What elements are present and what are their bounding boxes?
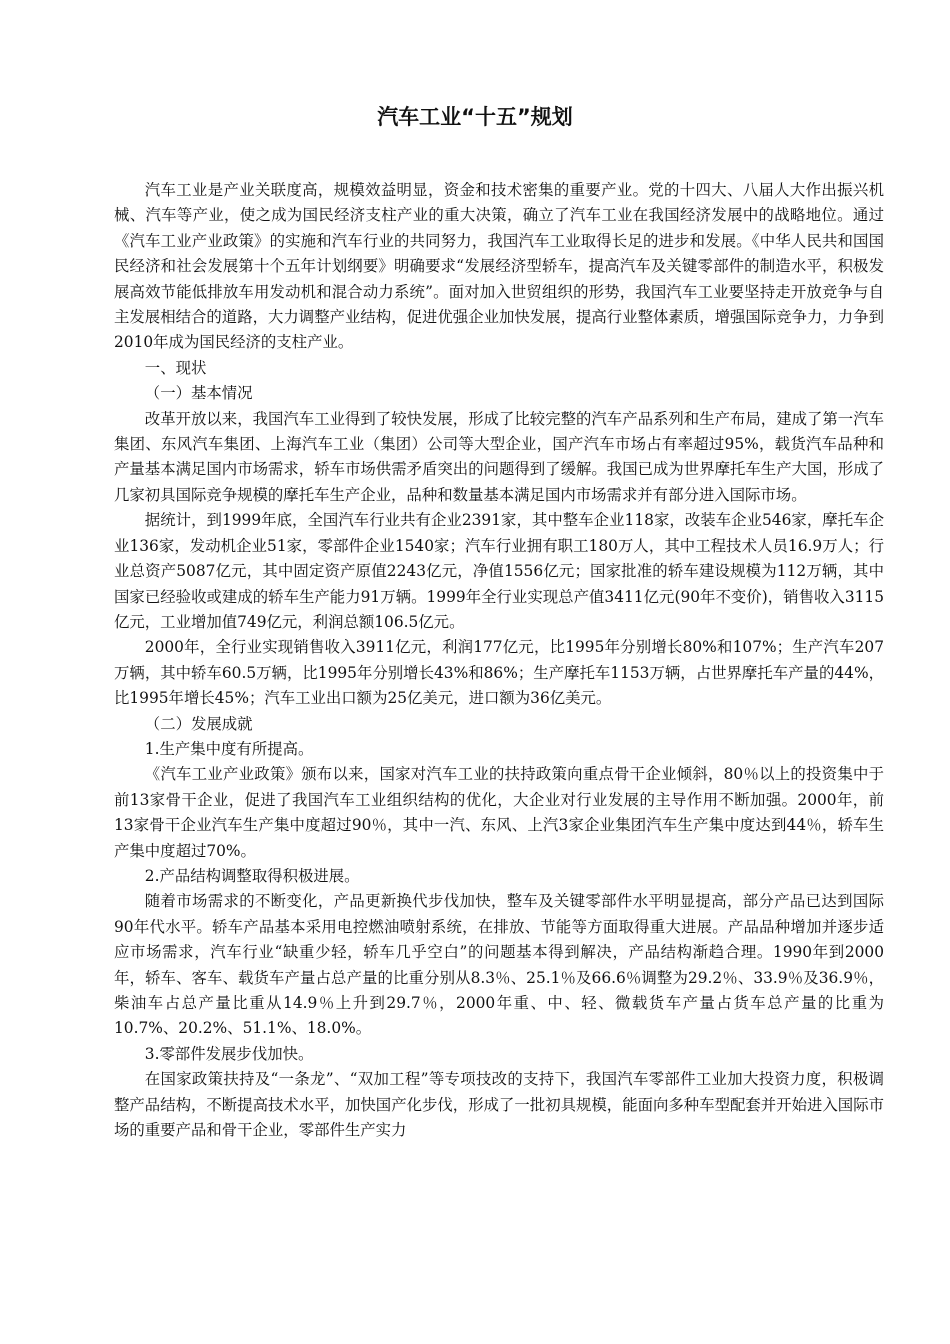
document-title: 汽车工业“十五”规划 [377,105,573,129]
subsection-heading-achievements: （二）发展成就 [144,714,253,733]
section-heading-status: 一、现状 [144,358,207,377]
paragraph-statistics-2000: 2000年，全行业实现销售收入3911亿元，利润177亿元，比1995年分别增长80%和107%；生产汽车207万辆，其中轿车60.5万辆，比1995年分别增长43%和86%；生产摩托车1153万辆，占世界摩托车产量的44%，比1995年增长45%；汽车工业出口额为25亿美元，进口额为36亿美元。 [114,638,884,708]
paragraph-statistics-1999: 据统计，到1999年底，全国汽车行业共有企业2391家，其中整车企业118家，改装车企业546家，摩托车企业136家，发动机企业51家，零部件企业1540家；汽车行业拥有职工180万人，其中工程技术人员16.9万人；行业总资产5087亿元，其中固定资产原值2243亿元，净值1556亿元；国家批准的轿车建设规模为112万辆，其中国家已经验收或建成的轿车生产能力91万辆。1999年全行业实现总产值3411亿元(90年不变价)，销售收入3115亿元，工业增加值749亿元，利润总额106.5亿元。 [114,511,884,631]
item-heading-concentration: 1.生产集中度有所提高。 [144,739,314,758]
paragraph-intro: 汽车工业是产业关联度高，规模效益明显，资金和技术密集的重要产业。党的十四大、八届人大作出振兴机械、汽车等产业，使之成为国民经济支柱产业的重大决策，确立了汽车工业在我国经济发展中的战略地位。通过《汽车工业产业政策》的实施和汽车行业的共同努力，我国汽车工业取得长足的进步和发展。《中华人民共和国国民经济和社会发展第十个五年计划纲要》明确要求“发展经济型轿车，提高汽车及关键零部件的制造水平，积极发展高效节能低排放车用发动机和混合动力系统”。面对加入世贸组织的形势，我国汽车工业要坚持走开放竞争与自主发展相结合的道路，大力调整产业结构，促进优强企业加快发展，提高行业整体素质，增强国际竞争力，力争到2010年成为国民经济的支柱产业。 [114,181,884,352]
paragraph-concentration: 《汽车工业产业政策》颁布以来，国家对汽车工业的扶持政策向重点骨干企业倾斜，80％以上的投资集中于前13家骨干企业，促进了我国汽车工业组织结构的优化，大企业对行业发展的主导作用不断加强。2000年，前13家骨干企业汽车生产集中度超过90％，其中一汽、东风、上汽3家企业集团汽车生产集中度达到44％，轿车生产集中度超过70%。 [114,765,884,860]
document-body [114,178,884,1143]
paragraph-basic: 改革开放以来，我国汽车工业得到了较快发展，形成了比较完整的汽车产品系列和生产布局，建成了第一汽车集团、东风汽车集团、上海汽车工业（集团）公司等大型企业，国产汽车市场占有率超过95%，载货汽车品种和产量基本满足国内市场需求，轿车市场供需矛盾突出的问题得到了缓解。我国已成为世界摩托车生产大国，形成了几家初具国际竞争规模的摩托车生产企业，品种和数量基本满足国内市场需求并有部分进入国际市场。 [114,409,884,504]
paragraph-parts: 在国家政策扶持及“一条龙”、“双加工程”等专项技改的支持下，我国汽车零部件工业加大投资力度，积极调整产品结构，不断提高技术水平，加快国产化步伐，形成了一批初具规模，能面向多种车型配套并开始进入国际市场的重要产品和骨干企业，零部件生产实力 [114,1070,884,1140]
item-heading-parts: 3.零部件发展步伐加快。 [144,1044,314,1063]
item-heading-structure: 2.产品结构调整取得积极进展。 [144,866,360,885]
subsection-heading-basic: （一）基本情况 [144,384,253,403]
paragraph-structure: 随着市场需求的不断变化，产品更新换代步伐加快，整车及关键零部件水平明显提高，部分产品已达到国际90年代水平。轿车产品基本采用电控燃油喷射系统，在排放、节能等方面取得重大进展。产品品种增加并逐步适应市场需求，汽车行业“缺重少轻，轿车几乎空白”的问题基本得到解决，产品结构渐趋合理。1990年到2000年，轿车、客车、载货车产量占总产量的比重分别从8.3％、25.1％及66.6％调整为29.2％、33.9％及36.9％，柴油车占总产量比重从14.9％上升到29.7％，2000年重、中、轻、微载货车产量占货车总产量的比重为10.7%、20.2%、51.1%、18.0%。 [114,892,884,1038]
